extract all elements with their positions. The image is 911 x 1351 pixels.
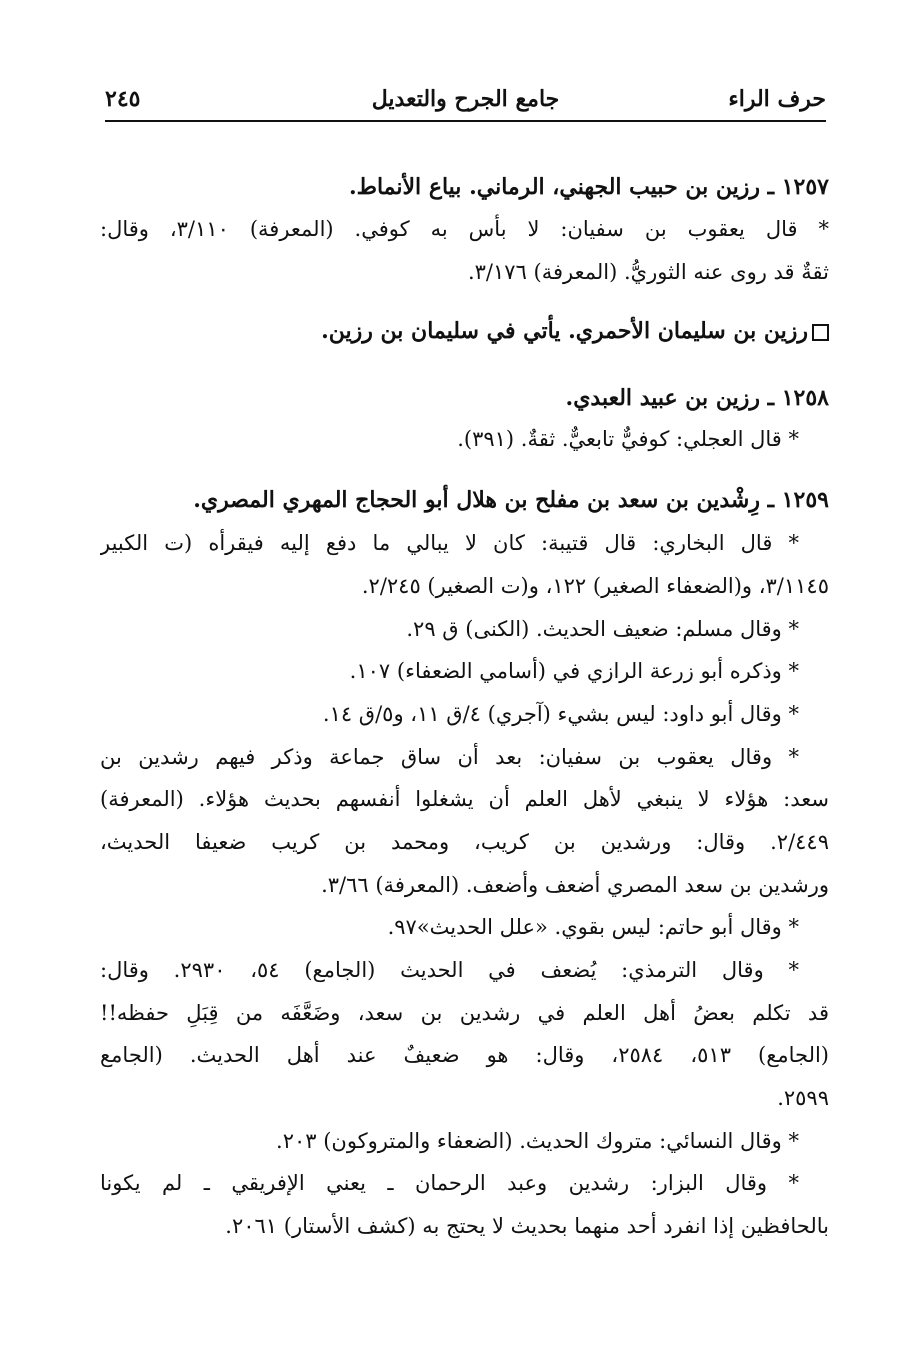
entry-1257-heading: ١٢٥٧ ـ رزين بن حبيب الجهني، الرماني. بياع الأنماط. [348,174,829,200]
entry-1258-heading: ١٢٥٨ ـ رزين بن عبيد العبدي. [565,385,829,411]
entry-line: ٣/١١٤٥، و(الضعفاء الصغير) ١٢٢، و(ت الصغير) ٢/٢٤٥. [361,574,829,598]
entry-line: * قال يعقوب بن سفيان: لا بأس به كوفي. (المعرفة) ٣/١١٠، وقال: [100,217,829,241]
entry-1259-heading: ١٢٥٩ ـ رِشْدين بن سعد بن مفلح بن هلال أبو الحجاج المهري المصري. [193,487,829,513]
entry-line: * قال البخاري: قال قتيبة: كان لا يبالي ما دفع إليه فيقرأه (ت الكبير [100,531,799,555]
entry-line: * وقال النسائي: متروك الحديث. (الضعفاء والمتروكون) ٢٠٣. [276,1129,799,1153]
running-header [105,80,826,122]
entry-line: بالحافظين إذا انفرد أحد منهما بحديث لا يحتج به (كشف الأستار) ٢٠٦١. [225,1214,829,1238]
entry-line: (الجامع) ٥١٣، ٢٥٨٤، وقال: هو ضعيفٌ عند أهل الحديث. (الجامع [100,1043,829,1067]
square-bullet-icon [812,324,829,341]
entry-line: * قال العجلي: كوفيٌّ تابعيٌّ. ثقةٌ. (٣٩١). [457,427,799,451]
entry-line: * وقال أبو داود: ليس بشيء (آجري) ٤/ق ١١، و٥/ق ١٤. [322,702,799,726]
header-book-title: جامع الجرح والتعديل [371,86,560,112]
entry-line: * وذكره أبو زرعة الرازي في (أسامي الضعفاء) ١٠٧. [349,659,799,683]
entry-line: قد تكلم بعضُ أهل العلم في رشدين بن سعد، وضَعَّفَه من قِبَلِ حفظه!! [100,1001,829,1025]
entry-line: * وقال أبو حاتم: ليس بقوي. «علل الحديث»٩٧. [387,915,799,939]
cross-reference-text: رزين بن سليمان الأحمري. يأتي في سليمان بن رزين. [321,318,808,344]
entry-line: * وقال مسلم: ضعيف الحديث. (الكنى) ق ٢٩. [406,617,799,641]
entry-line: * وقال الترمذي: يُضعف في الحديث (الجامع) ٥٤، ٢٩٣٠. وقال: [100,958,799,982]
entry-line: * وقال البزار: رشدين وعبد الرحمان ـ يعني الإفريقي ـ لم يكونا [100,1171,799,1195]
entry-line: ورشدين بن سعد المصري أضعف وأضعف. (المعرفة) ٣/٦٦. [321,873,829,897]
entry-line: ٢٥٩٩. [777,1086,829,1110]
entry-line: * وقال يعقوب بن سفيان: بعد أن ساق جماعة وذكر فيهم رشدين بن [100,745,799,769]
entry-line: ٢/٤٤٩. وقال: ورشدين بن كريب، ومحمد بن كريب ضعيفا الحديث، [100,830,829,854]
cross-reference-line [100,314,829,354]
entry-line: سعد: هؤلاء لا ينبغي لأهل العلم أن يشغلوا أنفسهم بحديث هؤلاء. (المعرفة) [100,787,829,811]
header-page-number: ٢٤٥ [105,86,141,112]
entry-line: ثقةٌ قد روى عنه الثوريُّ. (المعرفة) ٣/١٧٦. [467,260,829,284]
header-section: حرف الراء [728,86,826,112]
